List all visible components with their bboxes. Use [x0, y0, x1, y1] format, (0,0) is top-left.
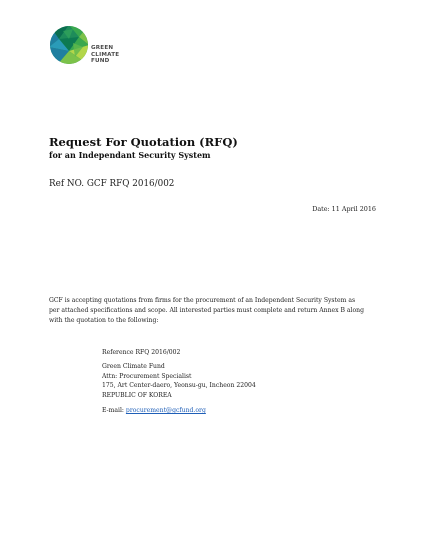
logo-text-line: GREEN: [91, 45, 114, 51]
email-block: [102, 406, 206, 416]
globe-logo-icon: [49, 25, 89, 65]
email-link[interactable]: procurement@gcfund.org: [125, 407, 206, 414]
reference-line: Reference RFQ 2016/002: [102, 349, 181, 356]
document-subtitle: for an Independant Security System: [49, 150, 211, 160]
body-line: GCF is accepting quotations from firms for the procurement of an Independent Security System as: [49, 297, 356, 304]
address-line: REPUBLIC OF KOREA: [102, 391, 172, 399]
address-block: [102, 362, 256, 400]
logo-text-line: FUND: [91, 58, 110, 65]
body-paragraph: [49, 296, 379, 326]
logo-text-line: CLIMATE: [91, 51, 120, 58]
address-line: 175, Art Center-daero, Yeonsu-gu, Incheon 22004: [102, 382, 256, 390]
logo-text: [91, 45, 119, 65]
reference-block: [102, 348, 180, 358]
green-climate-fund-logo: [49, 25, 129, 69]
document-date: Date: 11 April 2016: [312, 205, 376, 213]
email-label: E-mail:: [102, 407, 126, 414]
address-line: Attn: Procurement Specialist: [102, 372, 192, 380]
address-line: Green Climate Fund: [102, 363, 165, 370]
body-line: with the quotation to the following:: [49, 317, 159, 324]
email-line: [102, 406, 206, 416]
reference-number: Ref NO. GCF RFQ 2016/002: [49, 179, 175, 189]
body-line: per attached specifications and scope. All interested parties must complete and return Annex B along: [49, 307, 364, 314]
document-title: Request For Quotation (RFQ): [49, 135, 238, 149]
